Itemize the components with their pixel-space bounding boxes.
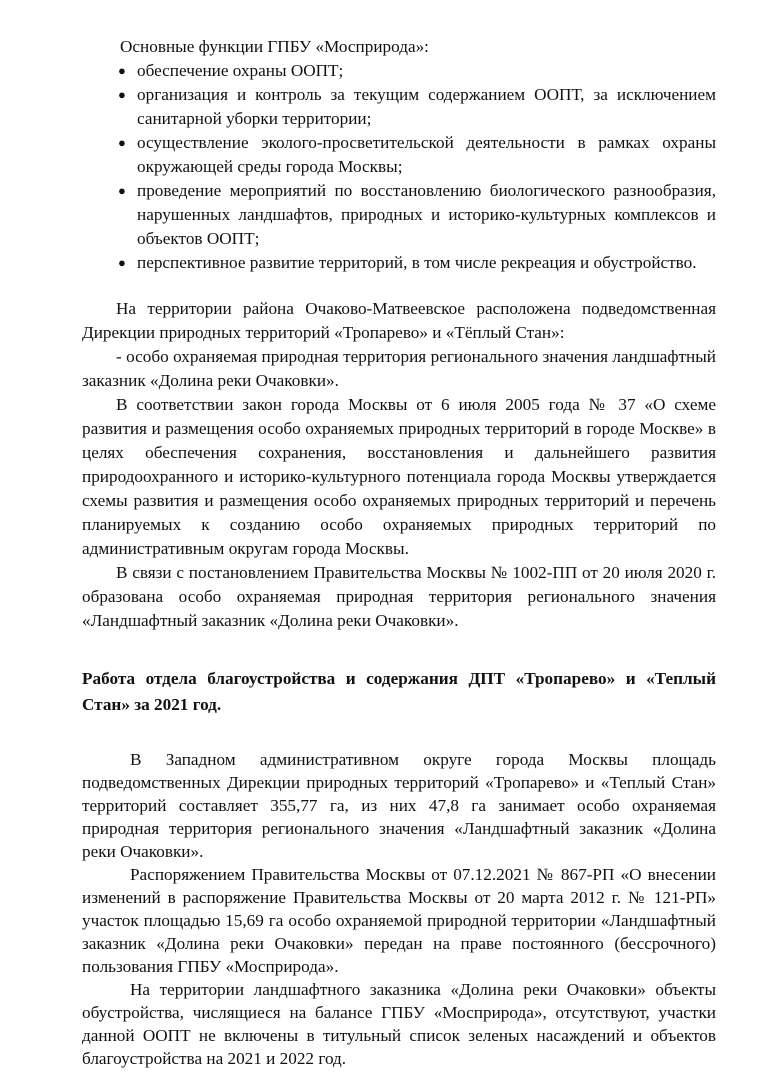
- paragraph: На территории ландшафтного заказника «Долина реки Очаковки» объекты обустройства, числящиеся на балансе ГПБУ «Мосприрода», отсутствуют, участки данной ООПТ не включены в титульный список зеленых насаждений и объектов благоустройства на 2021 и 2022 год.: [82, 980, 716, 1068]
- functions-intro: Основные функции ГПБУ «Мосприрода»:: [120, 37, 429, 56]
- bullet-icon: ●: [118, 135, 126, 150]
- paragraph: Распоряжением Правительства Москвы от 07.12.2021 № 867-РП «О внесении изменений в распоряжение Правительства Москвы от 20 марта 2012 г. № 121-РП» участок площадью 15,69 га особо охраняемой природной территории «Ландшафтный заказник «Долина реки Очаковки» передан на праве постоянного (бессрочного) пользования ГПБУ «Мосприрода».: [82, 865, 716, 976]
- paragraph: В связи с постановлением Правительства Москвы № 1002-ПП от 20 июля 2020 г. образована особо охраняемая природная территория регионального значения «Ландшафтный заказник «Долина реки Очаковки».: [82, 563, 716, 630]
- list-item-text: проведение мероприятий по восстановлению биологического разнообразия, нарушенных ландшафтов, природных и историко-культурных комплексов и объектов ООПТ;: [137, 181, 716, 248]
- spacer: [82, 718, 716, 748]
- section-heading: Работа отдела благоустройства и содержания ДПТ «Тропарево» и «Теплый Стан» за 2021 год.: [82, 669, 716, 714]
- list-item: [82, 179, 716, 251]
- bullet-icon: ●: [118, 183, 126, 198]
- list-item-text: обеспечение охраны ООПТ;: [137, 61, 344, 80]
- bullet-icon: ●: [118, 63, 126, 78]
- document-body: [82, 35, 716, 1070]
- functions-list: [82, 59, 716, 275]
- list-item-text: перспективное развитие территорий, в том числе рекреация и обустройство.: [137, 253, 697, 272]
- list-item-text: осуществление эколого-просветительской деятельности в рамках охраны окружающей среды города Москвы;: [137, 133, 716, 176]
- list-item: [82, 131, 716, 179]
- list-item: [82, 83, 716, 131]
- list-item: [82, 59, 716, 83]
- paragraph: В Западном административном округе города Москвы площадь подведомственных Дирекции природных территорий «Тропарево» и «Теплый Стан» территорий составляет 355,77 га, из них 47,8 га занимает особо охраняемая природная территория регионального значения «Ландшафтный заказник «Долина реки Очаковки».: [82, 750, 716, 861]
- bullet-icon: ●: [118, 87, 126, 102]
- list-item-text: организация и контроль за текущим содержанием ООПТ, за исключением санитарной уборки территории;: [137, 85, 716, 128]
- paragraph: На территории района Очаково-Матвеевское расположена подведомственная Дирекции природных территорий «Тропарево» и «Тёплый Стан»:: [82, 299, 716, 342]
- spacer: [82, 633, 716, 666]
- bullet-icon: ●: [118, 255, 126, 270]
- spacer: [82, 275, 716, 297]
- list-item: [82, 251, 716, 275]
- paragraph: - особо охраняемая природная территория регионального значения ландшафтный заказник «Долина реки Очаковки».: [82, 347, 716, 390]
- paragraph: В соответствии закон города Москвы от 6 июля 2005 года № 37 «О схеме развития и размещения особо охраняемых природных территорий в городе Москве» в целях обеспечения сохранения, восстановления и дальнейшего развития природоохранного и историко-культурного потенциала города Москвы утверждается схемы развития и размещения особо охраняемых природных территорий и перечень планируемых к созданию особо охраняемых природных территорий по административным округам города Москвы.: [82, 395, 716, 558]
